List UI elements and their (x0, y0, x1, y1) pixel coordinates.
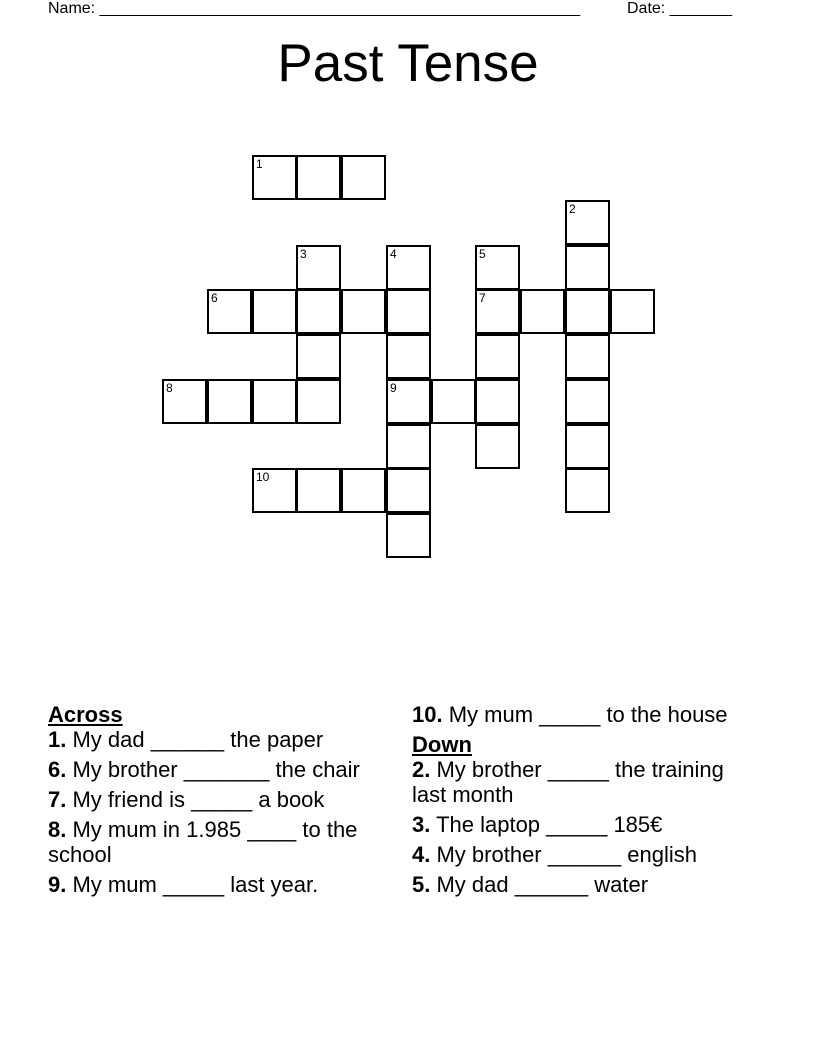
crossword-cell[interactable] (475, 245, 520, 290)
cell-number: 8 (166, 381, 173, 395)
clue-text: My brother ______ english (436, 842, 697, 867)
date-field-label: Date: _______ (627, 0, 732, 17)
clue-number: 6. (48, 757, 67, 782)
clue-number: 2. (412, 757, 431, 782)
crossword-cell[interactable] (341, 468, 386, 513)
crossword-cell[interactable] (341, 155, 386, 200)
across-heading: Across (48, 702, 123, 727)
clue-text: My mum _____ last year. (72, 872, 319, 897)
clue-number: 4. (412, 842, 431, 867)
cell-number: 4 (390, 247, 397, 261)
crossword-cell[interactable] (252, 468, 297, 513)
cell-number: 10 (256, 470, 270, 484)
clue-text: My mum in 1.985 ____ to the school (48, 817, 358, 867)
clue-across-6 (48, 757, 378, 782)
clue-down-3 (412, 812, 732, 837)
crossword-cell[interactable] (565, 200, 610, 245)
crossword-cell[interactable] (207, 289, 252, 334)
crossword-cell[interactable] (386, 334, 431, 379)
clue-text: My friend is _____ a book (72, 787, 325, 812)
cell-number: 7 (479, 291, 486, 305)
crossword-cell[interactable] (296, 379, 341, 424)
cell-number: 5 (479, 247, 486, 261)
clue-across-10 (412, 702, 732, 727)
crossword-cell[interactable] (252, 289, 297, 334)
crossword-cell[interactable] (296, 334, 341, 379)
clue-number: 3. (412, 812, 431, 837)
crossword-cell[interactable] (296, 155, 341, 200)
crossword-cell[interactable] (386, 379, 431, 424)
clue-down-2 (412, 757, 732, 807)
crossword-cell[interactable] (386, 513, 431, 558)
crossword-cell[interactable] (296, 245, 341, 290)
clue-across-7 (48, 787, 378, 812)
clue-down-5 (412, 872, 732, 897)
crossword-cell[interactable] (386, 468, 431, 513)
clue-text: The laptop _____ 185€ (436, 812, 663, 837)
crossword-cell[interactable] (475, 424, 520, 469)
clue-text: My brother _______ the chair (72, 757, 360, 782)
crossword-cell[interactable] (341, 289, 386, 334)
crossword-cell[interactable] (475, 379, 520, 424)
crossword-cell[interactable] (565, 334, 610, 379)
crossword-cell[interactable] (475, 289, 520, 334)
crossword-cell[interactable] (386, 424, 431, 469)
clue-number: 5. (412, 872, 431, 897)
crossword-cell[interactable] (565, 245, 610, 290)
page-title: Past Tense (277, 34, 539, 93)
crossword-cell[interactable] (252, 155, 297, 200)
clues-column-right (412, 702, 732, 902)
crossword-cell[interactable] (296, 468, 341, 513)
crossword-cell[interactable] (296, 289, 341, 334)
clue-text: My dad ______ the paper (72, 727, 324, 752)
crossword-cell[interactable] (207, 379, 252, 424)
clue-down-4 (412, 842, 732, 867)
clue-across-1 (48, 727, 378, 752)
crossword-cell[interactable] (252, 379, 297, 424)
crossword-cell[interactable] (610, 289, 655, 334)
cell-number: 6 (211, 291, 218, 305)
crossword-cell[interactable] (386, 289, 431, 334)
crossword-cell[interactable] (162, 379, 207, 424)
crossword-cell[interactable] (386, 245, 431, 290)
clue-across-8 (48, 817, 378, 867)
clue-text: My brother _____ the training last month (412, 757, 724, 807)
crossword-cell[interactable] (565, 424, 610, 469)
clue-number: 9. (48, 872, 67, 897)
clue-number: 1. (48, 727, 67, 752)
clue-across-9 (48, 872, 378, 897)
clue-number: 8. (48, 817, 67, 842)
crossword-cell[interactable] (431, 379, 476, 424)
cell-number: 2 (569, 202, 576, 216)
cell-number: 9 (390, 381, 397, 395)
clue-number: 7. (48, 787, 67, 812)
clue-number: 10. (412, 702, 443, 727)
crossword-cell[interactable] (565, 379, 610, 424)
clue-text: My mum _____ to the house (448, 702, 728, 727)
name-field-label: Name: ______________________________________________________ (48, 0, 581, 17)
clues-column-left (48, 702, 378, 902)
clue-text: My dad ______ water (436, 872, 649, 897)
crossword-cell[interactable] (565, 289, 610, 334)
crossword-cell[interactable] (475, 334, 520, 379)
cell-number: 1 (256, 157, 263, 171)
down-heading: Down (412, 732, 472, 757)
crossword-cell[interactable] (565, 468, 610, 513)
crossword-cell[interactable] (520, 289, 565, 334)
cell-number: 3 (300, 247, 307, 261)
